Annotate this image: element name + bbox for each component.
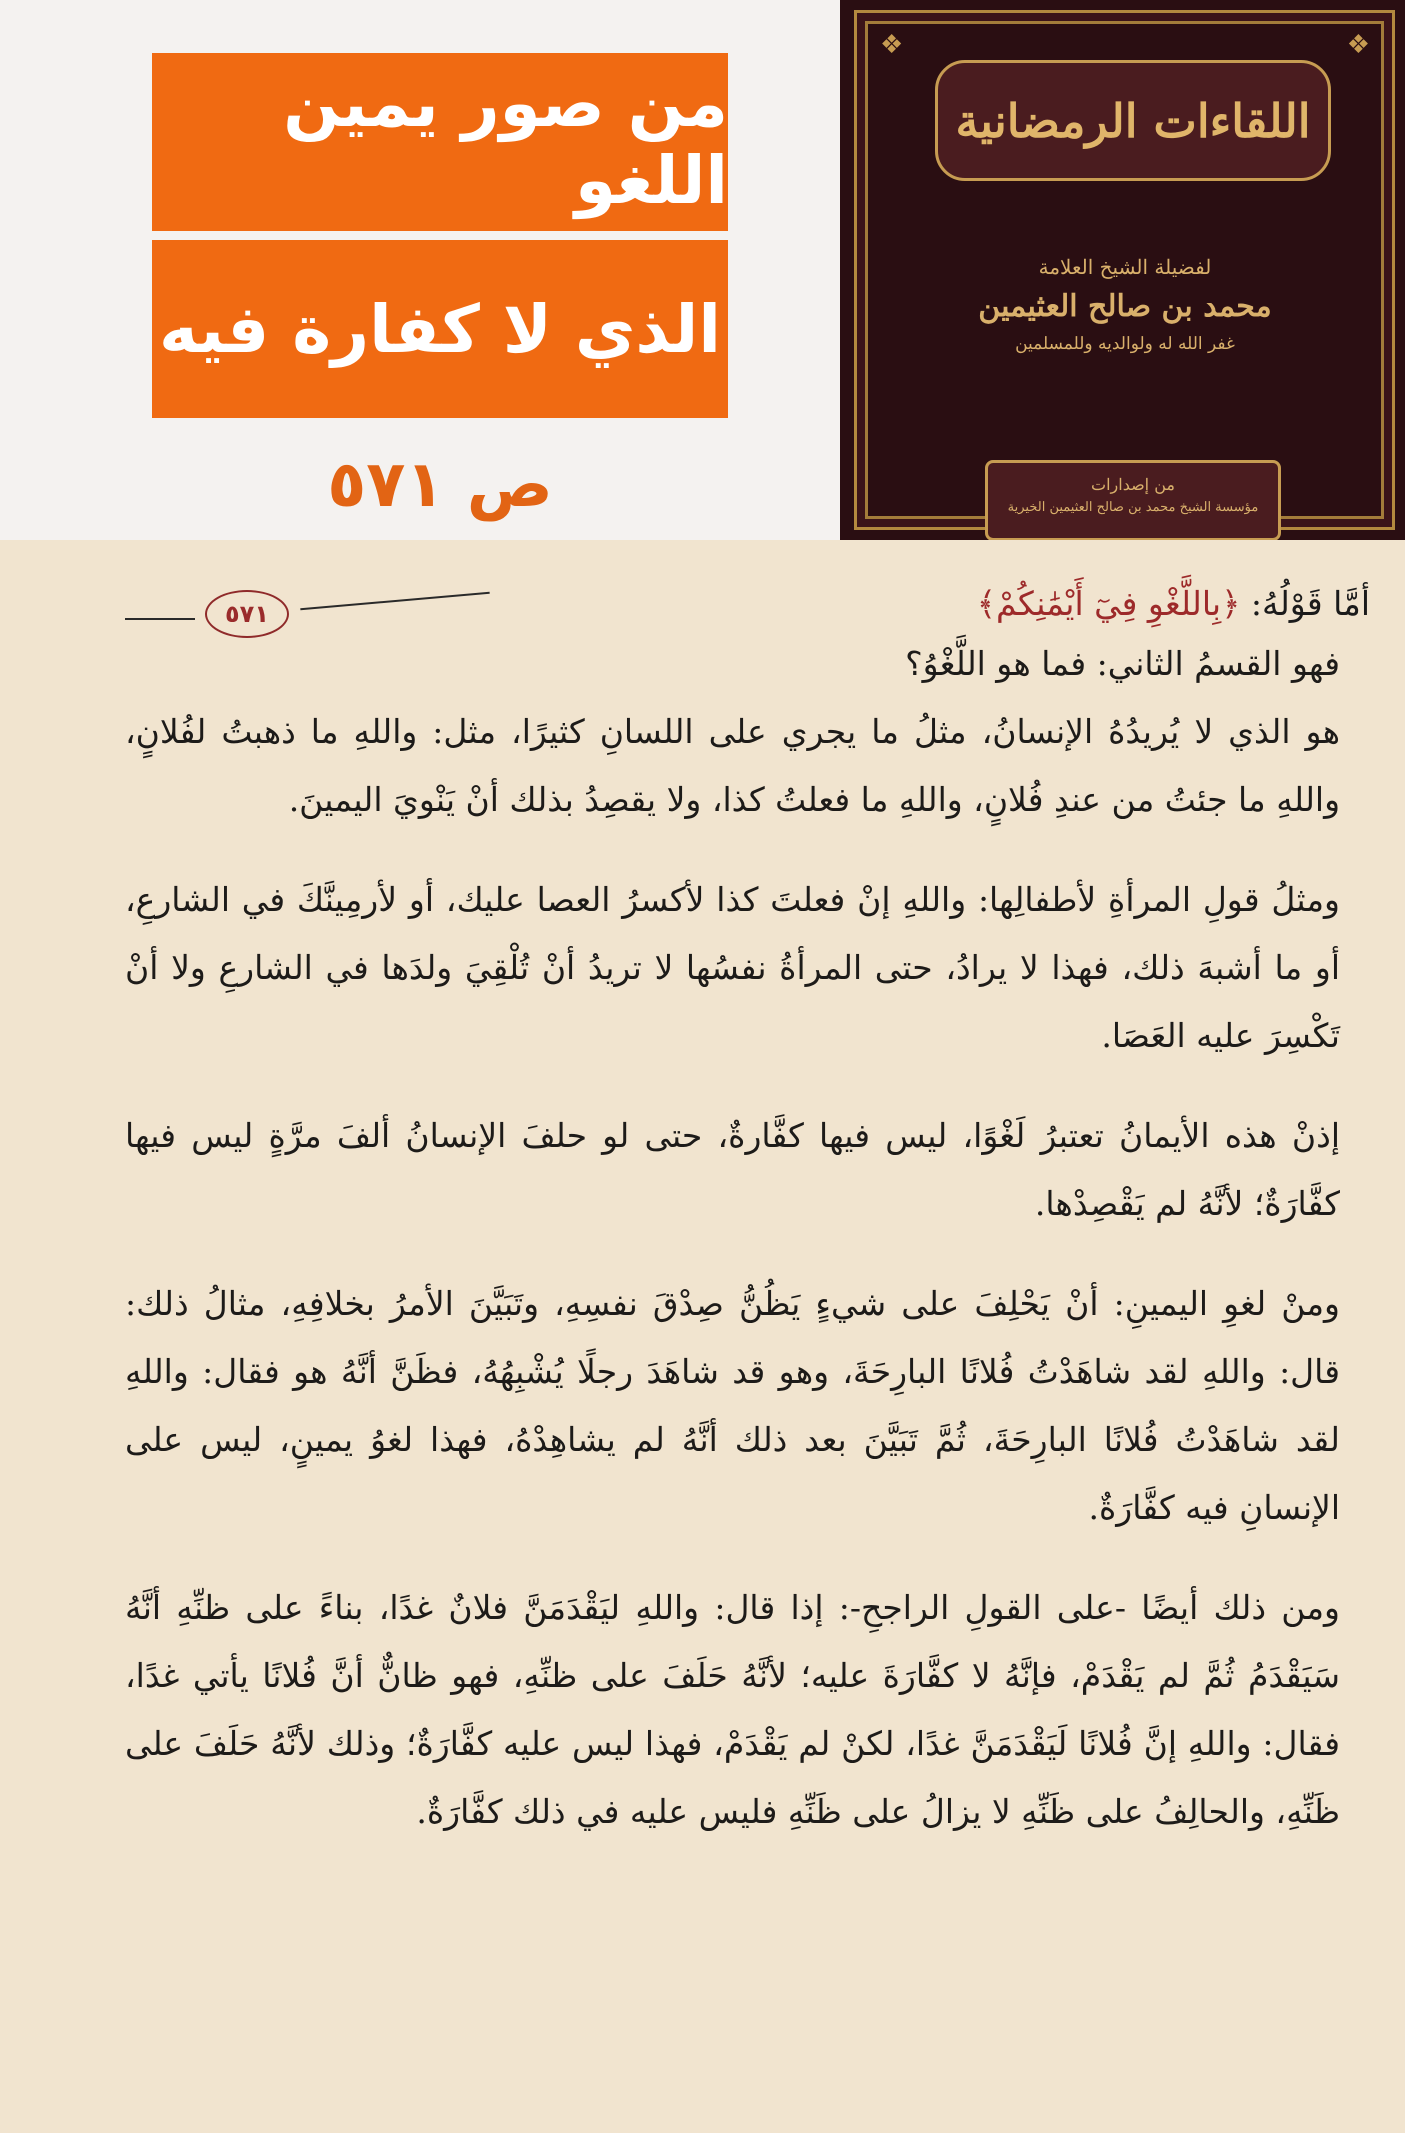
cover-author-block (900, 255, 1350, 354)
cover-publisher-panel (985, 460, 1281, 540)
paragraph: ومن ذلك أيضًا -على القولِ الراجحِ-: إذا قال: واللهِ ليَقْدَمَنَّ فلانٌ غدًا، بناءً على ظنِّهِ أنَّهُ سَيَقْدَمُ ثُمَّ لم يَقْدَمْ، فإنَّهُ لا كفَّارَةَ عليه؛ لأنَّهُ حَلَفَ على ظنِّهِ، فهو ظانٌّ أنَّ فُلانًا يأتي غدًا، فقال: واللهِ إنَّ فُلانًا لَيَقْدَمَنَّ غدًا، لكنْ لم يَقْدَمْ، فهذا ليس عليه كفَّارَةٌ؛ وذلك لأنَّهُ حَلَفَ على ظَنِّهِ، والحالِفُ على ظَنِّهِ لا يزالُ على ظَنِّهِ فليس عليه في ذلك كفَّارَةٌ. (125, 1588, 1340, 1831)
page-number: ٥٧١ (205, 590, 289, 638)
header-area (0, 0, 1405, 540)
page-reference: ص ٥٧١ (327, 448, 553, 522)
paragraph: ومثلُ قولِ المرأةِ لأطفالِها: واللهِ إنْ فعلتَ كذا لأكسرُ العصا عليك، أو لأرمِينَّكَ في الشارعِ، أو ما أشبهَ ذلك، فهذا لا يرادُ، حتى المرأةُ نفسُها لا تريدُ أنْ تُلْقِيَ ولدَها في الشارعِ ولا أنْ تَكْسِرَ عليه العَصَا. (125, 880, 1340, 1055)
book-page (0, 540, 1405, 2133)
cover-author-prefix: لفضيلة الشيخ العلامة (1038, 255, 1212, 279)
title-line-1: من صور يمين اللغو (152, 53, 728, 231)
cover-title-panel (935, 60, 1331, 181)
quran-verse: ﴿بِاللَّغْوِ فِيٓ أَيْمَٰنِكُمْ﴾ (976, 584, 1241, 623)
ornament-icon: ❖ (1346, 30, 1370, 60)
paragraph: إذنْ هذه الأيمانُ تعتبرُ لَغْوًا، ليس فيها كفَّارةٌ، حتى لو حلفَ الإنسانُ ألفَ مرَّةٍ ليس فيها كفَّارَةٌ؛ لأنَّهُ لم يَقْصِدْها. (125, 1116, 1340, 1223)
page-header (120, 560, 1370, 640)
first-line (490, 578, 1370, 631)
cover-author-dua: غفر الله له ولوالديه وللمسلمين (1015, 334, 1235, 354)
header-rule (300, 592, 489, 611)
header-rule (125, 618, 195, 620)
body-text (125, 630, 1340, 1878)
first-line-prefix: أمَّا قَوْلُهُ: (1250, 584, 1370, 623)
paragraph: ومنْ لغوِ اليمينِ: أنْ يَحْلِفَ على شيءٍ يَظُنُّ صِدْقَ نفسِهِ، وتَبَيَّنَ الأمرُ بخلافِهِ، مثالُ ذلك: قال: واللهِ لقد شاهَدْتُ فُلانًا البارِحَةَ، وهو قد شاهَدَ رجلًا يُشْبِهُهُ، فظَنَّ أنَّهُ هو فقال: واللهِ لقد شاهَدْتُ فُلانًا البارِحَةَ، ثُمَّ تَبَيَّنَ بعد ذلك أنَّهُ لم يشاهِدْهُ، فهذا لغوُ يمينٍ، ليس على الإنسانِ فيه كفَّارَةٌ. (125, 1284, 1340, 1527)
cover-publisher-name: مؤسسة الشيخ محمد بن صالح العثيمين الخيرية (1007, 500, 1259, 515)
ornament-icon: ❖ (880, 30, 904, 60)
cover-author-name: محمد بن صالح العثيمين (978, 289, 1272, 324)
cover-title: اللقاءات الرمضانية (955, 93, 1311, 148)
first-line-suffix: فهو القسمُ الثاني: فما هو اللَّغْوُ؟ (905, 644, 1340, 683)
book-cover (840, 0, 1405, 540)
cover-publisher-label: من إصدارات (1091, 475, 1175, 494)
paragraph: هو الذي لا يُريدُهُ الإنسانُ، مثلُ ما يجري على اللسانِ كثيرًا، مثل: واللهِ ما ذهبتُ لفُلانٍ، واللهِ ما جئتُ من عندِ فُلانٍ، واللهِ ما فعلتُ كذا، ولا يقصِدُ بذلك أنْ يَنْويَ اليمينَ. (125, 712, 1340, 819)
title-line-2: الذي لا كفارة فيه (152, 240, 728, 418)
